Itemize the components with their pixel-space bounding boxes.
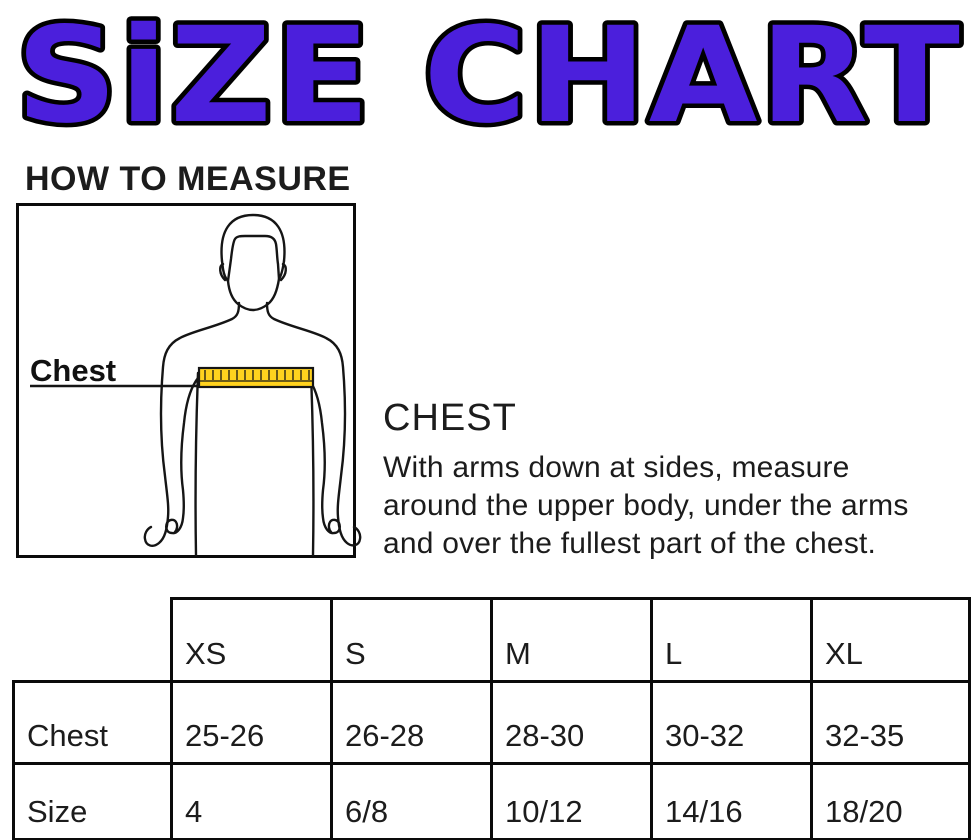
table-cell: 25-26 bbox=[172, 682, 332, 764]
table-cell: 30-32 bbox=[652, 682, 812, 764]
table-cell: 32-35 bbox=[812, 682, 970, 764]
chest-section-heading: CHEST bbox=[383, 397, 517, 439]
column-header-l: L bbox=[652, 599, 812, 682]
size-chart-title bbox=[0, 0, 978, 152]
figure-torso-left bbox=[196, 373, 198, 555]
figure-left-hand bbox=[166, 378, 198, 533]
tape-measure bbox=[199, 368, 313, 387]
figure-face bbox=[228, 279, 279, 310]
figure-hairline bbox=[222, 236, 284, 281]
chest-description-line: and over the fullest part of the chest. bbox=[383, 527, 877, 560]
table-cell: 28-30 bbox=[492, 682, 652, 764]
table-cell: 26-28 bbox=[332, 682, 492, 764]
torso-illustration bbox=[19, 206, 353, 555]
figure-left-arm bbox=[145, 303, 239, 546]
column-header-xs: XS bbox=[172, 599, 332, 682]
row-label-size: Size bbox=[14, 764, 172, 840]
table-cell: 4 bbox=[172, 764, 332, 840]
size-chart-title-text: SiZE CHART bbox=[16, 0, 962, 153]
chest-description-line: around the upper body, under the arms bbox=[383, 489, 909, 522]
how-to-measure-heading: HOW TO MEASURE bbox=[25, 160, 351, 198]
column-header-m: M bbox=[492, 599, 652, 682]
table-cell: 6/8 bbox=[332, 764, 492, 840]
table-cell: 10/12 bbox=[492, 764, 652, 840]
chest-description-line: With arms down at sides, measure bbox=[383, 451, 850, 484]
table-cell: 14/16 bbox=[652, 764, 812, 840]
row-label-chest: Chest bbox=[14, 682, 172, 764]
column-header-xl: XL bbox=[812, 599, 970, 682]
size-table-chest-row bbox=[14, 682, 970, 764]
size-table bbox=[12, 597, 971, 840]
size-table-header-row bbox=[14, 599, 970, 682]
chest-callout-label: Chest bbox=[30, 353, 117, 388]
measurement-figure-box bbox=[16, 203, 356, 558]
chest-description bbox=[383, 449, 909, 563]
size-table-corner-cell bbox=[14, 599, 172, 682]
figure-torso-right bbox=[311, 373, 313, 555]
table-cell: 18/20 bbox=[812, 764, 970, 840]
size-table-size-row bbox=[14, 764, 970, 840]
column-header-s: S bbox=[332, 599, 492, 682]
